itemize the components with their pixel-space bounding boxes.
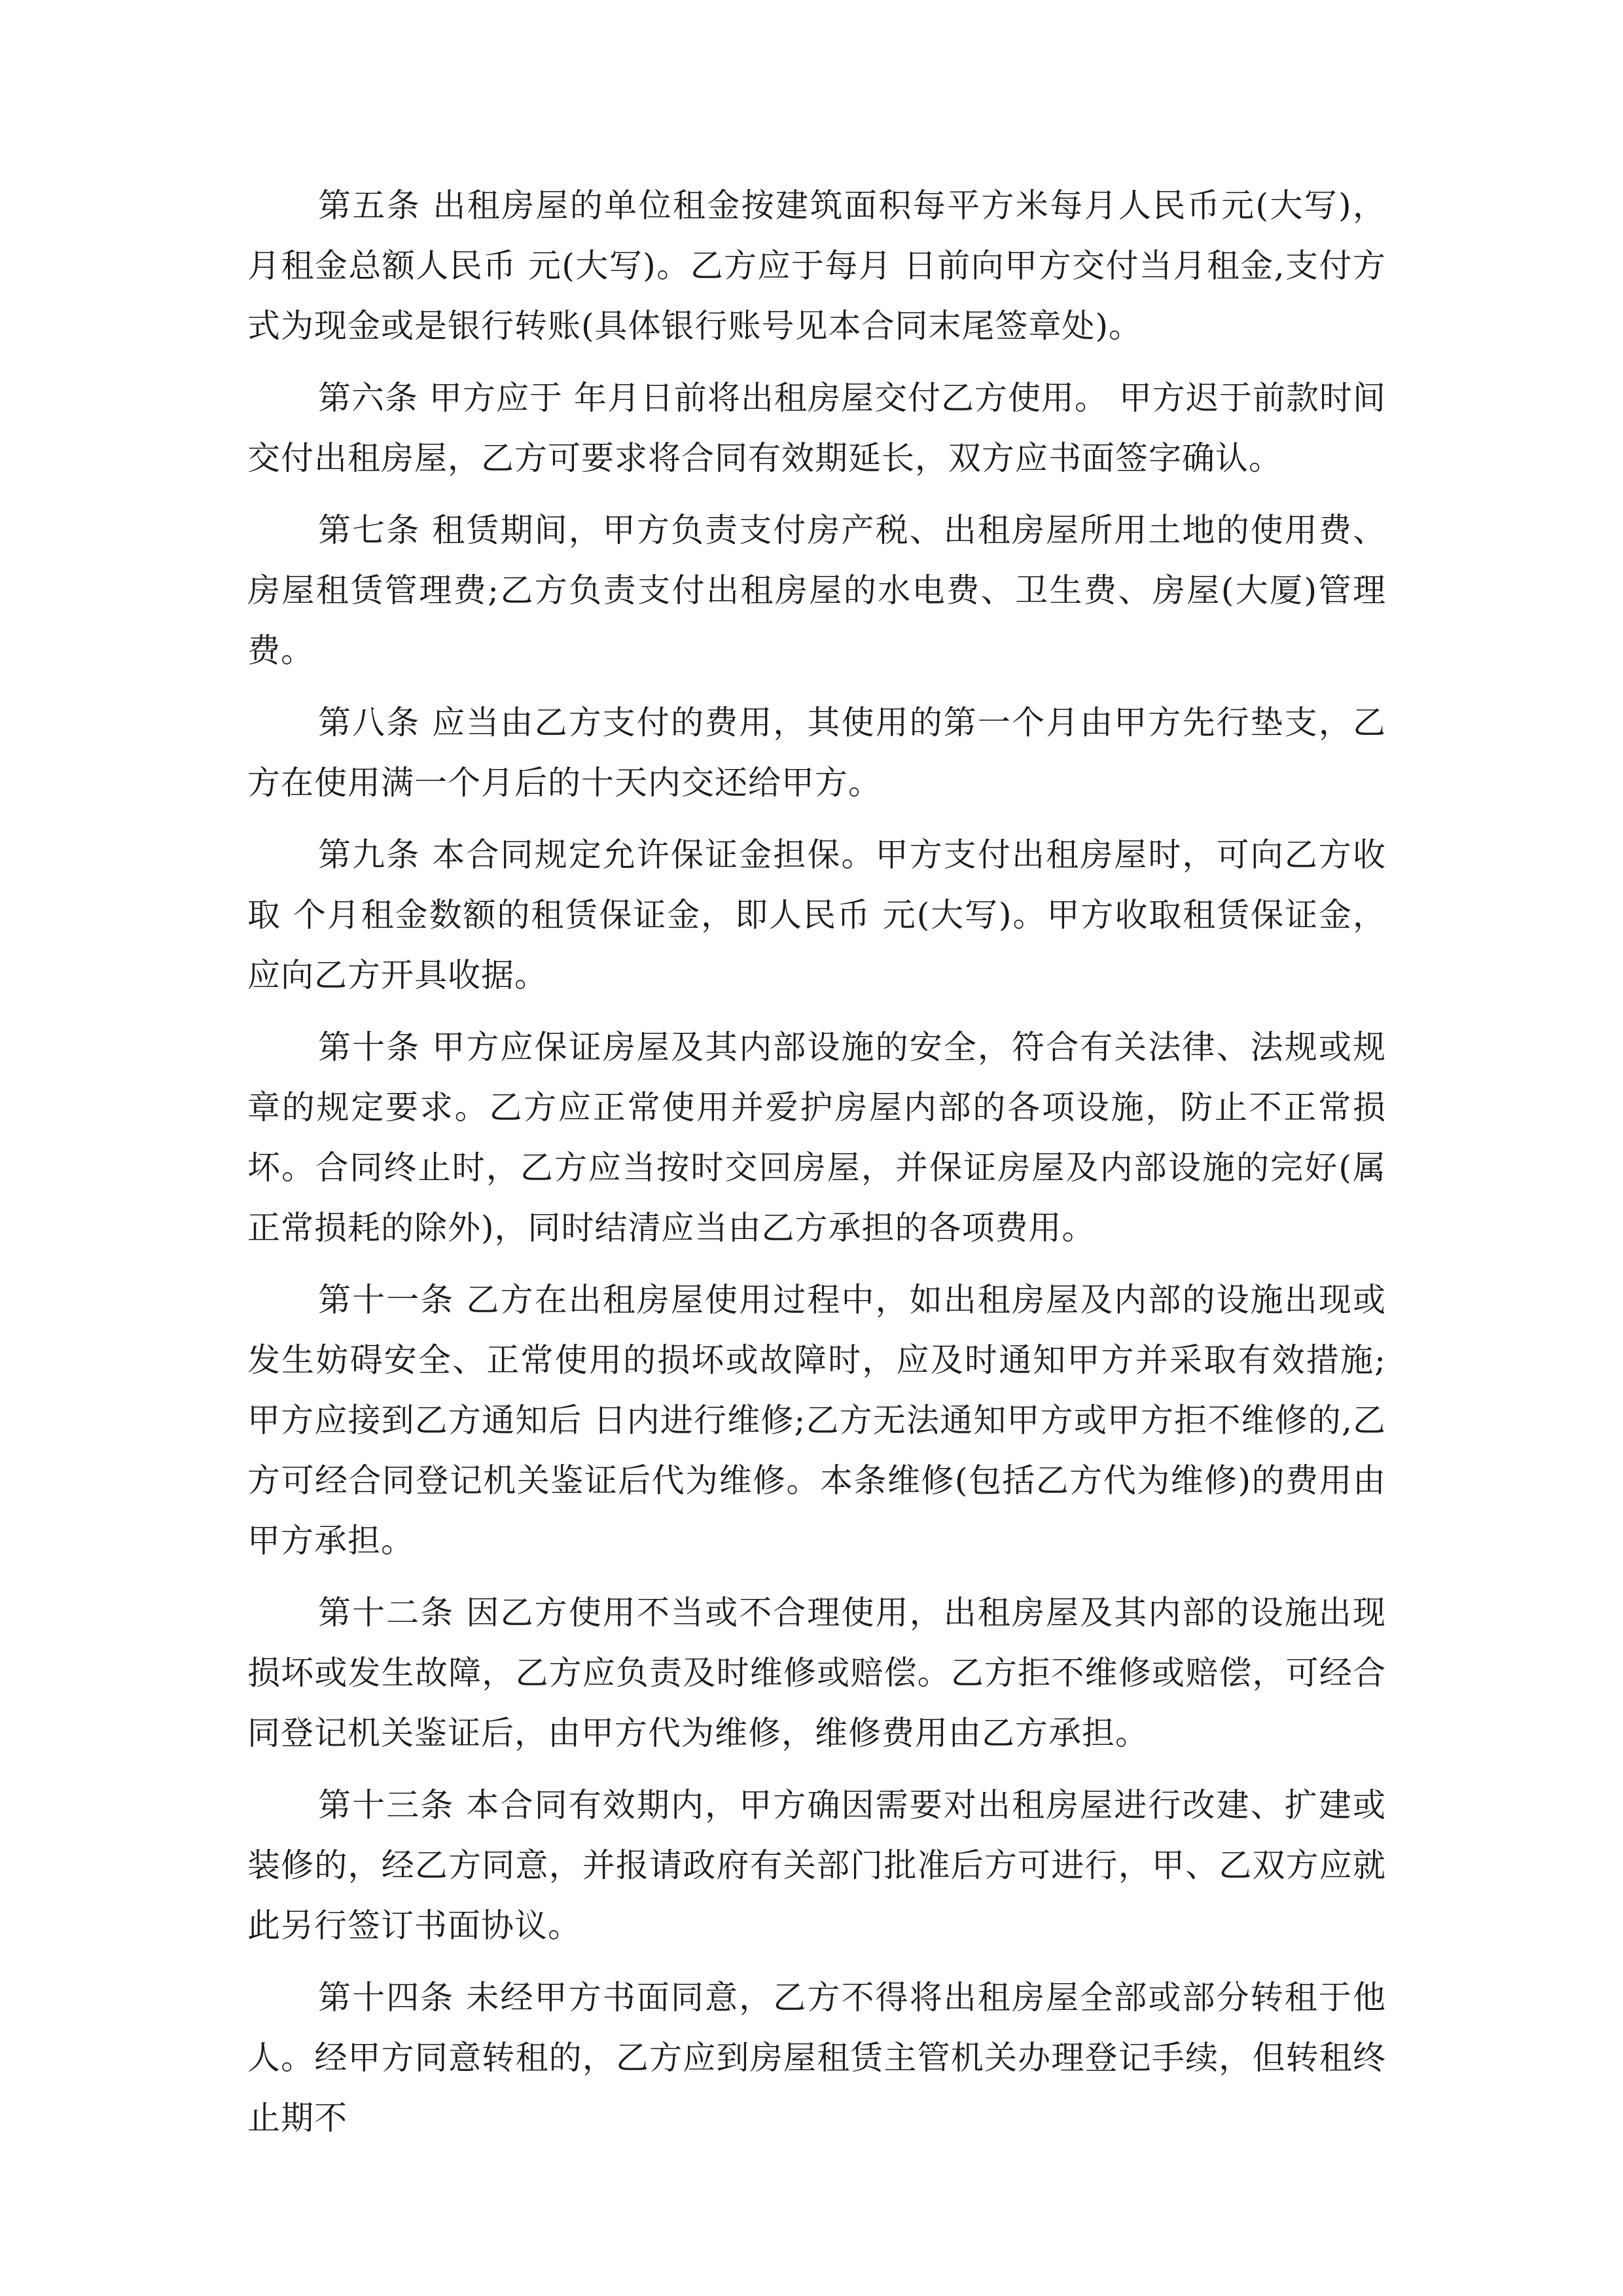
- clause-8: 第八条 应当由乙方支付的费用，其使用的第一个月由甲方先行垫支，乙方在使用满一个月后的十天内交还给甲方。: [247, 704, 1386, 802]
- contract-body: [247, 175, 1386, 2160]
- clause-14: 第十四条 未经甲方书面同意，乙方不得将出租房屋全部或部分转租于他人。经甲方同意转租的，乙方应到房屋租赁主管机关办理登记手续，但转租终止期不: [247, 1979, 1386, 2137]
- clause-10: 第十条 甲方应保证房屋及其内部设施的安全，符合有关法律、法规或规章的规定要求。乙方应正常使用并爱护房屋内部的各项设施，防止不正常损坏。合同终止时，乙方应当按时交回房屋，并保证房屋及内部设施的完好(属正常损耗的除外)，同时结清应当由乙方承担的各项费用。: [247, 1028, 1386, 1247]
- clause-13: 第十三条 本合同有效期内，甲方确因需要对出租房屋进行改建、扩建或装修的，经乙方同意，并报请政府有关部门批准后方可进行，甲、乙双方应就此另行签订书面协议。: [247, 1786, 1386, 1945]
- clause-5: 第五条 出租房屋的单位租金按建筑面积每平方米每月人民币元(大写)，月租金总额人民币 元(大写)。乙方应于每月 日前向甲方交付当月租金,支付方式为现金或是银行转账(具体银行账号见本合同末尾签章处)。: [247, 187, 1386, 345]
- clause-12: 第十二条 因乙方使用不当或不合理使用，出租房屋及其内部的设施出现损坏或发生故障，乙方应负责及时维修或赔偿。乙方拒不维修或赔偿，可经合同登记机关鉴证后，由甲方代为维修，维修费用由乙方承担。: [247, 1594, 1386, 1752]
- clause-11: 第十一条 乙方在出租房屋使用过程中，如出租房屋及内部的设施出现或发生妨碍安全、正常使用的损坏或故障时，应及时通知甲方并采取有效措施;甲方应接到乙方通知后 日内进行维修;乙方无法通知甲方或甲方拒不维修的,乙方可经合同登记机关鉴证后代为维修。本条维修(包括乙方代为维修)的费用由甲方承担。: [247, 1281, 1386, 1560]
- clause-9: 第九条 本合同规定允许保证金担保。甲方支付出租房屋时，可向乙方收取 个月租金数额的租赁保证金，即人民币 元(大写)。甲方收取租赁保证金，应向乙方开具收据。: [247, 836, 1386, 994]
- clause-7: 第七条 租赁期间，甲方负责支付房产税、出租房屋所用土地的使用费、房屋租赁管理费;乙方负责支付出租房屋的水电费、卫生费、房屋(大厦)管理费。: [247, 511, 1386, 670]
- clause-6: 第六条 甲方应于 年月日前将出租房屋交付乙方使用。 甲方迟于前款时间交付出租房屋，乙方可要求将合同有效期延长，双方应书面签字确认。: [247, 379, 1386, 477]
